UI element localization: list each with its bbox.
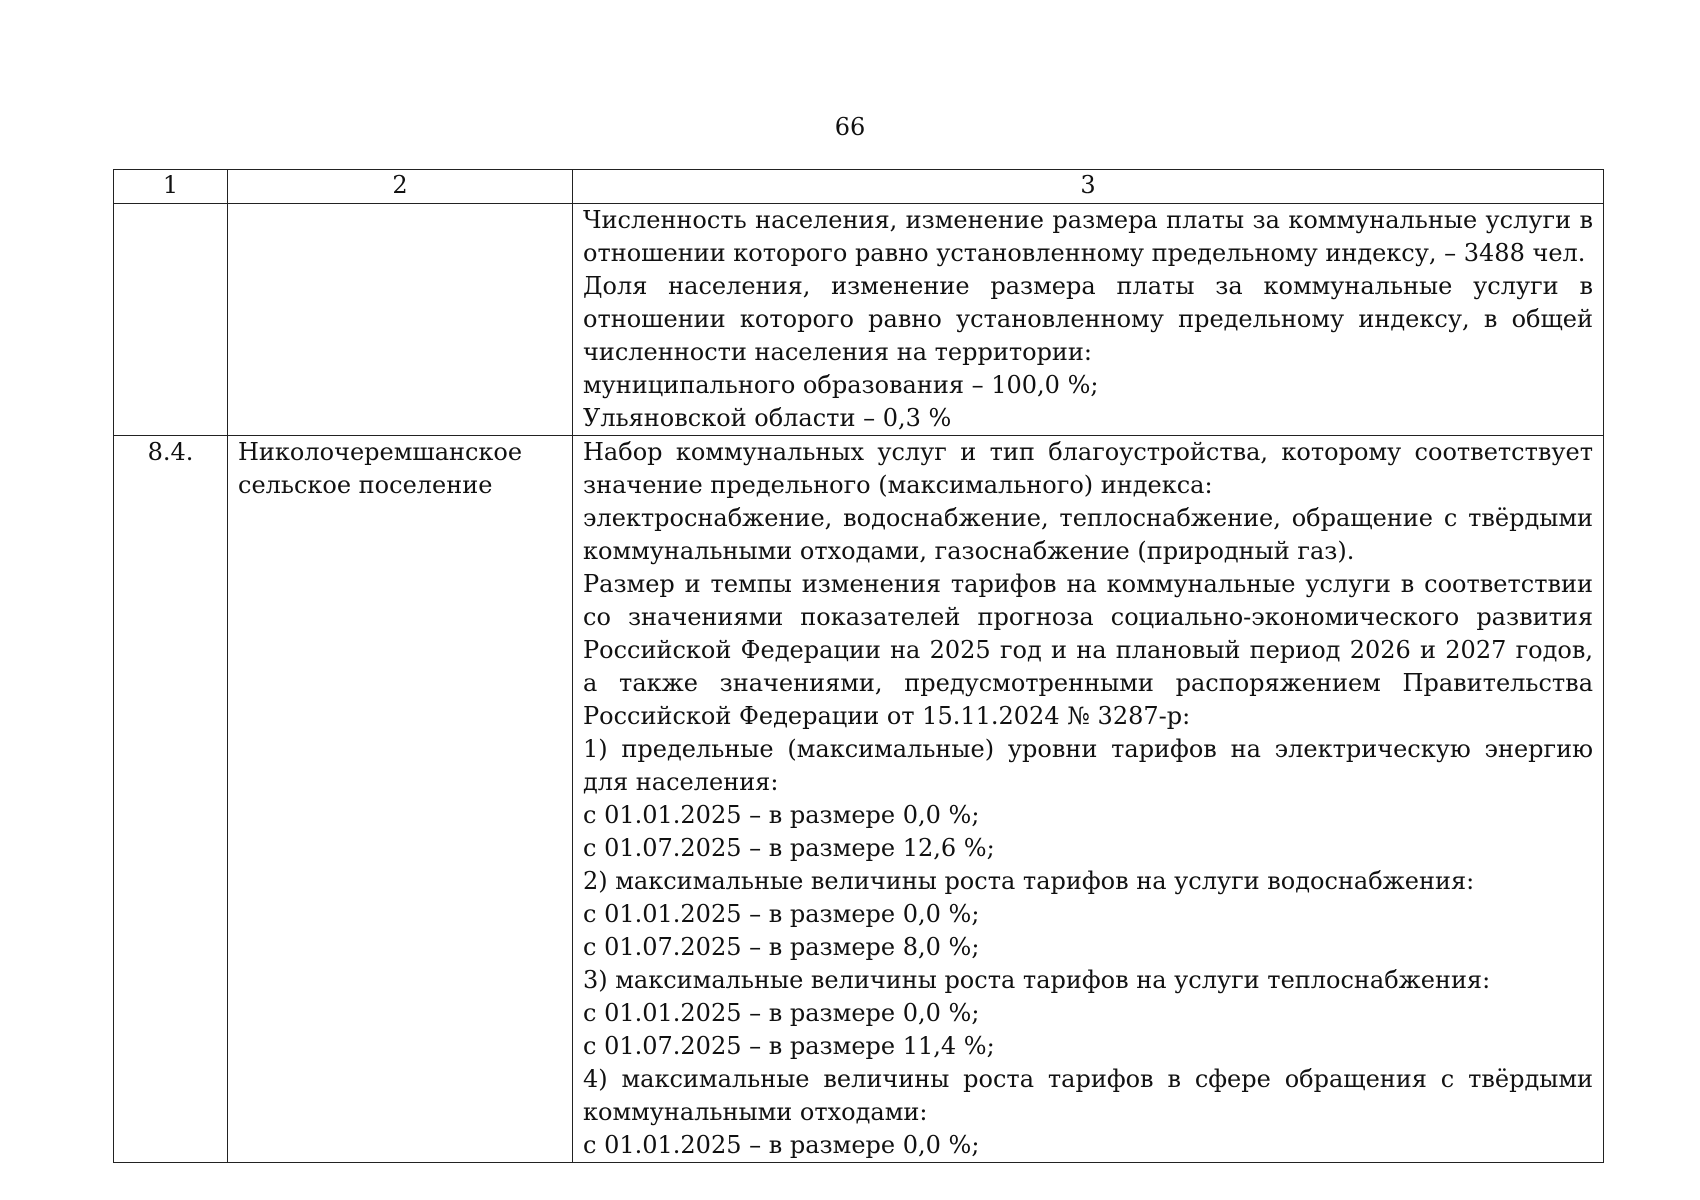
header-col-1: 1 — [114, 170, 228, 204]
row-number-cell: 8.4. — [114, 436, 228, 1163]
content-line: с 01.01.2025 – в размере 0,0 %; — [583, 1131, 980, 1159]
content-line: 2) максимальные величины роста тарифов на услуги водоснабжения: — [583, 867, 1475, 895]
content-line: с 01.07.2025 – в размере 8,0 %; — [583, 933, 980, 961]
content-line: с 01.01.2025 – в размере 0,0 %; — [583, 801, 980, 829]
content-para: электроснабжение, водоснабжение, теплоснабжение, обращение с твёрдыми коммунальными отходами, газоснабжение (природный газ). — [583, 504, 1593, 565]
content-line: с 01.07.2025 – в размере 11,4 %; — [583, 1032, 995, 1060]
table-row-continuation — [114, 204, 1604, 436]
content-line: с 01.01.2025 – в размере 0,0 %; — [583, 999, 980, 1027]
population-share-paragraph: Доля населения, изменение размера платы за коммунальные услуги в отношении которого равно установленному предельному индексу, в общей численности населения на территории: — [583, 272, 1593, 366]
row-content-cell — [573, 204, 1604, 436]
table-header-row — [114, 170, 1604, 204]
region-share-line: Ульяновской области – 0,3 % — [583, 404, 952, 432]
tariff-table — [113, 169, 1604, 1163]
page-number: 66 — [834, 113, 866, 141]
content-line: с 01.07.2025 – в размере 12,6 %; — [583, 834, 995, 862]
row-name-cell — [228, 204, 573, 436]
row-content-cell — [573, 436, 1604, 1163]
table-row-8-4 — [114, 436, 1604, 1163]
population-count-paragraph: Численность населения, изменение размера платы за коммунальные услуги в отношении которого равно установленному предельному индексу, – 3488 чел. — [583, 206, 1593, 267]
content-para: 1) предельные (максимальные) уровни тарифов на электрическую энергию для населения: — [583, 735, 1593, 796]
municipal-share-line: муниципального образования – 100,0 %; — [583, 371, 1099, 399]
content-para: Размер и темпы изменения тарифов на коммунальные услуги в соответствии со значениями показателей прогноза социально-экономического развития Российской Федерации на 2025 год и на плановый период 2026 и 2027 годов, а также значениями, предусмотренными распоряжением Правительства Российской Федерации от 15.11.2024 № 3287-р: — [583, 570, 1593, 730]
row-number-cell — [114, 204, 228, 436]
content-para: Набор коммунальных услуг и тип благоустройства, которому соответствует значение предельного (максимального) индекса: — [583, 438, 1593, 499]
content-line: 3) максимальные величины роста тарифов на услуги теплоснабжения: — [583, 966, 1491, 994]
row-name-cell: Николочеремшанское сельское поселение — [228, 436, 573, 1163]
content-line: с 01.01.2025 – в размере 0,0 %; — [583, 900, 980, 928]
header-col-2: 2 — [228, 170, 573, 204]
header-col-3: 3 — [573, 170, 1604, 204]
content-para: 4) максимальные величины роста тарифов в сфере обращения с твёрдыми коммунальными отходами: — [583, 1065, 1593, 1126]
